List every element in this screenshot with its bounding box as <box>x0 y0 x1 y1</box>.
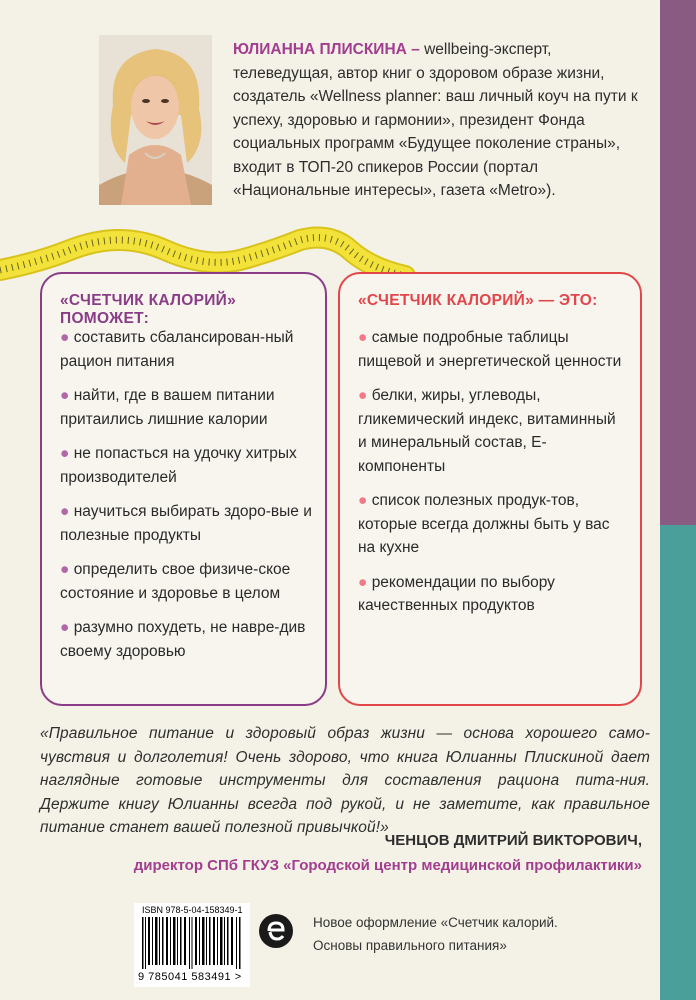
helps-list <box>60 326 313 674</box>
testimonial-author: ЧЕНЦОВ ДМИТРИЙ ВИКТОРОВИЧ, <box>384 832 642 849</box>
barcode-digits: 9 785041 583491 > <box>138 971 242 983</box>
helps-box <box>40 272 327 706</box>
list-item: ● составить сбалансирован-ный рацион питания <box>60 329 294 370</box>
bullet-icon: ● <box>60 329 70 346</box>
bullet-icon: ● <box>358 387 368 404</box>
bullet-icon: ● <box>60 561 70 578</box>
author-bio-text: wellbeing-эксперт, телеведущая, автор книг о здоровом образе жизни, создатель «Wellness planner: ваш личный коуч на пути к успеху, здоровью и гармонии», президент Фонда социальных программ «Будущее поколение страны», входит в ТОП-20 спикеров России (портал «Национальные интересы», газета «Metro»). <box>233 41 638 199</box>
bullet-icon: ● <box>358 492 368 509</box>
edition-note-line2: Основы правильного питания» <box>313 938 507 953</box>
testimonial-author-role: директор СПб ГКУЗ «Городской центр медицинской профилактики» <box>133 857 642 874</box>
publisher-logo-icon <box>258 913 294 949</box>
features-box-title: «СЧЕТЧИК КАЛОРИЙ» — ЭТО: <box>358 292 598 309</box>
edition-note-line1: Новое оформление «Счетчик калорий. <box>313 915 558 930</box>
list-item: ● не попасться на удочку хитрых производителей <box>60 445 297 486</box>
barcode <box>134 903 250 987</box>
book-spine <box>660 0 696 1000</box>
isbn-text: ISBN 978-5-04-158349-1 <box>142 905 243 915</box>
helps-box-title: «СЧЕТЧИК КАЛОРИЙ» ПОМОЖЕТ: <box>60 292 237 327</box>
list-item: ● белки, жиры, углеводы, гликемический индекс, витаминный и минеральный состав, Е-компоненты <box>358 387 616 475</box>
author-bio <box>233 38 638 203</box>
list-item: ● научиться выбирать здоро-вые и полезные продукты <box>60 503 312 544</box>
bullet-icon: ● <box>60 503 70 520</box>
list-item: ● определить свое физиче-ское состояние и здоровье в целом <box>60 561 291 602</box>
barcode-bars <box>142 917 242 969</box>
features-box <box>338 272 642 706</box>
author-name: ЮЛИАННА ПЛИСКИНА – <box>233 41 420 58</box>
bullet-icon: ● <box>60 445 70 462</box>
list-item: ● самые подробные таблицы пищевой и энергетической ценности <box>358 329 622 370</box>
spine-top-band <box>660 0 696 525</box>
bullet-icon: ● <box>358 329 368 346</box>
list-item: ● рекомендации по выбору качественных продуктов <box>358 573 555 614</box>
testimonial-quote: «Правильное питание и здоровый образ жизни — основа хорошего само-чувствия и долголетия! Очень здорово, что книга Юлианны Плискиной дает наглядные готовые инструменты для составления рациона пита-ния. Держите книгу Юлианны всегда под рукой, и не заметите, как правильное питание станет вашей полезной привычкой!» <box>40 725 650 836</box>
author-photo <box>99 35 212 205</box>
bullet-icon: ● <box>60 619 70 636</box>
list-item: ● список полезных продук-тов, которые всегда должны быть у вас на кухне <box>358 492 610 556</box>
list-item: ● найти, где в вашем питании притаились лишние калории <box>60 387 275 428</box>
spine-bottom-band <box>660 525 696 1000</box>
bullet-icon: ● <box>60 387 70 404</box>
features-list <box>358 326 628 629</box>
bullet-icon: ● <box>358 573 368 591</box>
list-item: ● разумно похудеть, не навре-див своему здоровью <box>60 619 306 660</box>
edition-note <box>313 911 613 957</box>
